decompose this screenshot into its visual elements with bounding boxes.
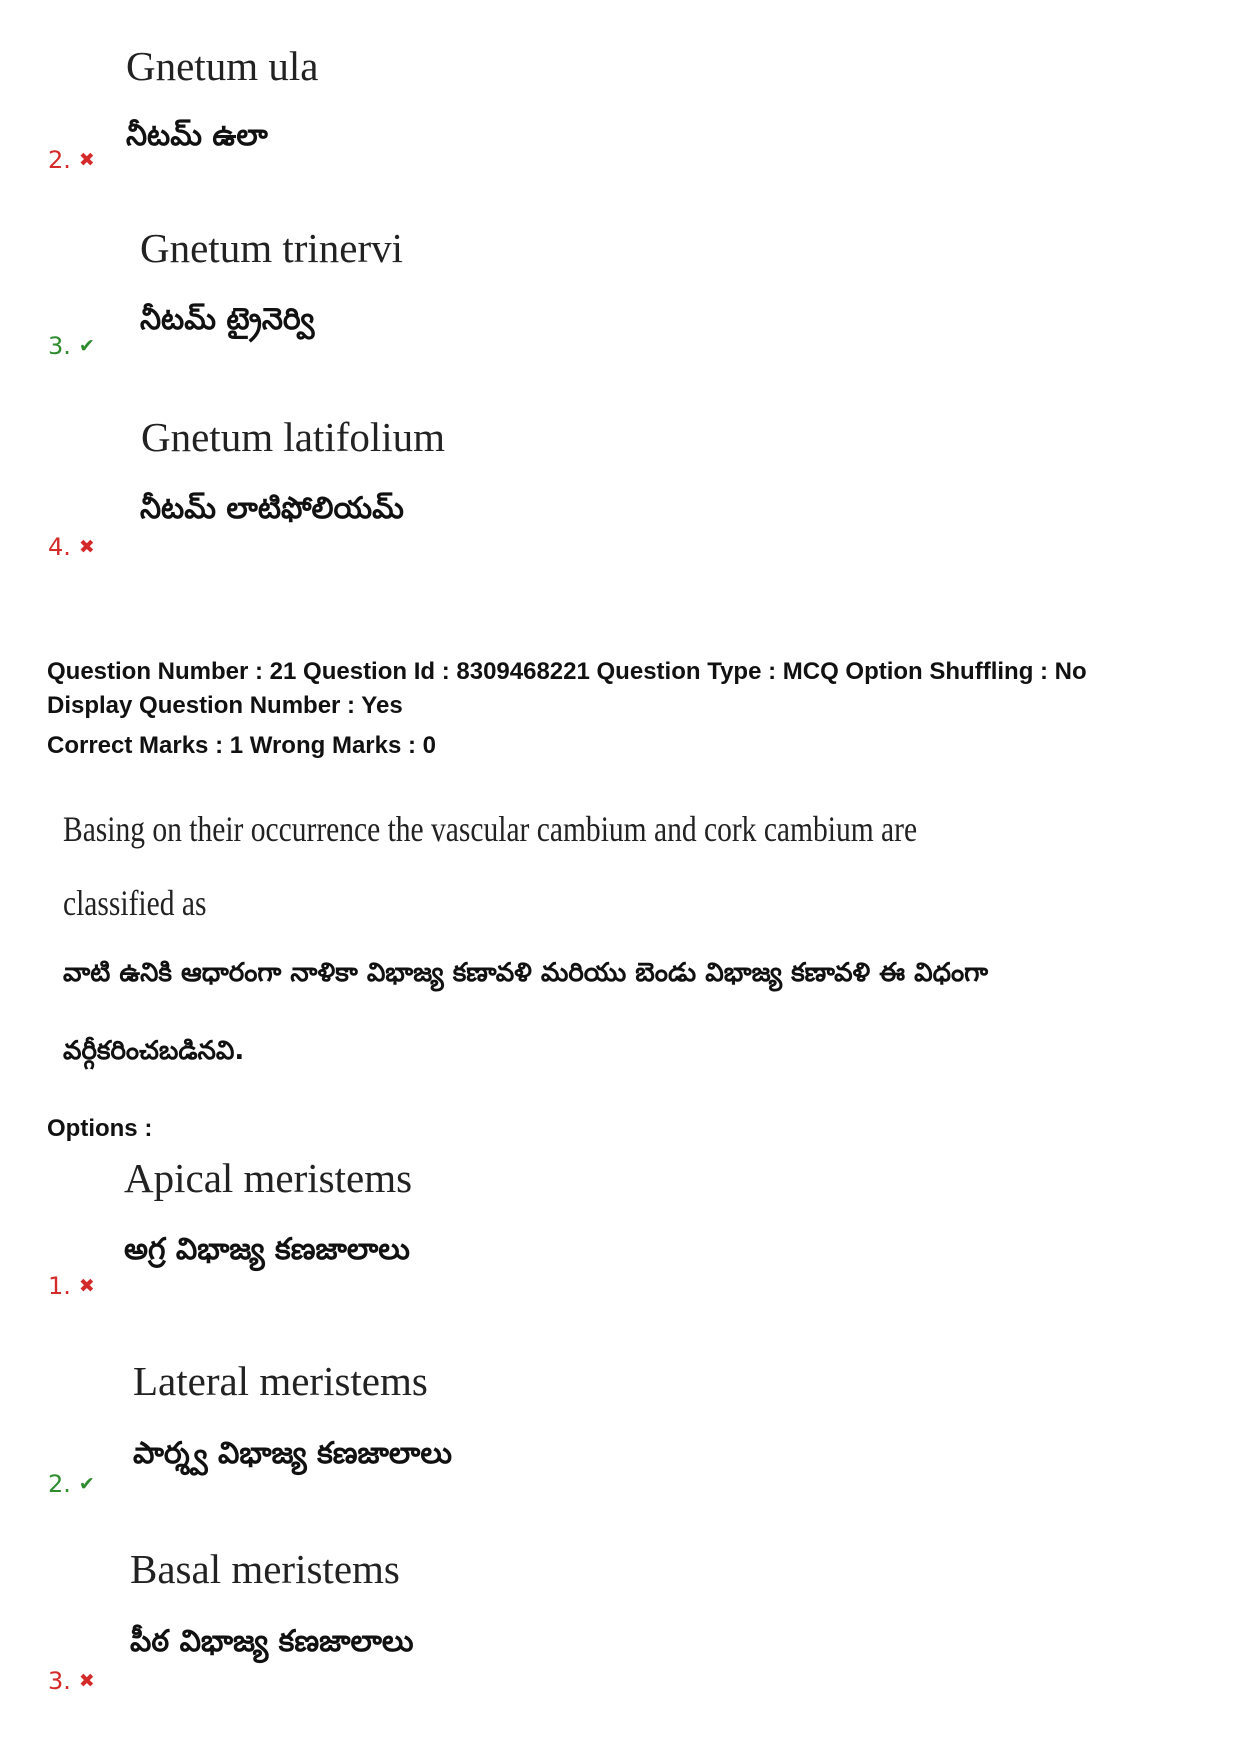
option-number-label: 4. bbox=[48, 533, 71, 561]
question-display-number: Display Question Number : Yes bbox=[47, 692, 403, 719]
cross-icon: ✖ bbox=[78, 1274, 95, 1297]
option-number bbox=[48, 533, 95, 561]
option-number-label: 1. bbox=[48, 1272, 71, 1300]
question-meta: Question Number : 21 Question Id : 8309468221 Question Type : MCQ Option Shuffling : No bbox=[47, 658, 1087, 685]
question-text-telugu: వర్గీకరించబడినవి. bbox=[63, 1036, 245, 1066]
question-text-telugu: వాటి ఉనికి ఆధారంగా నాళికా విభాజ్య కణావళి మరియు బెండు విభాజ్య కణావళి ఈ విధంగా bbox=[63, 958, 989, 988]
option-telugu-text: అగ్ర విభాజ్య కణజాలాలు bbox=[124, 1232, 410, 1267]
option-number bbox=[48, 1667, 95, 1695]
option-number bbox=[48, 332, 95, 360]
option-telugu-text: పీఠ విభాజ్య కణజాలాలు bbox=[130, 1624, 414, 1659]
option-number bbox=[48, 146, 95, 174]
option-english-text: Basal meristems bbox=[130, 1546, 400, 1592]
question-marks: Correct Marks : 1 Wrong Marks : 0 bbox=[47, 732, 437, 759]
option-telugu-text: నీటమ్ ఉలా bbox=[126, 118, 268, 153]
question-text-english: classified as bbox=[63, 883, 207, 923]
check-icon: ✔ bbox=[78, 1472, 95, 1495]
cross-icon: ✖ bbox=[78, 148, 95, 171]
option-number bbox=[48, 1470, 95, 1498]
cross-icon: ✖ bbox=[78, 535, 95, 558]
option-english-text: Gnetum latifolium bbox=[141, 414, 446, 460]
option-english-text: Lateral meristems bbox=[133, 1358, 428, 1404]
question-text-english: Basing on their occurrence the vascular cambium and cork cambium are bbox=[63, 809, 918, 849]
option-number-label: 2. bbox=[48, 146, 71, 174]
option-english-text: Apical meristems bbox=[124, 1155, 413, 1201]
option-english-text: Gnetum trinervi bbox=[140, 225, 404, 271]
option-telugu-text: పార్శ్వ విభాజ్య కణజాలాలు bbox=[133, 1436, 452, 1471]
option-number-label: 3. bbox=[48, 332, 71, 360]
option-telugu-text: నీటమ్ ట్రైనెర్వి bbox=[140, 302, 315, 337]
option-number-label: 3. bbox=[48, 1667, 71, 1695]
option-telugu-text: నీటమ్ లాటిఫోలియమ్ bbox=[140, 491, 404, 526]
option-number bbox=[48, 1272, 95, 1300]
option-number-label: 2. bbox=[48, 1470, 71, 1498]
options-label: Options : bbox=[47, 1115, 153, 1142]
check-icon: ✔ bbox=[78, 334, 95, 357]
cross-icon: ✖ bbox=[78, 1669, 95, 1692]
option-english-text: Gnetum ula bbox=[126, 43, 319, 89]
